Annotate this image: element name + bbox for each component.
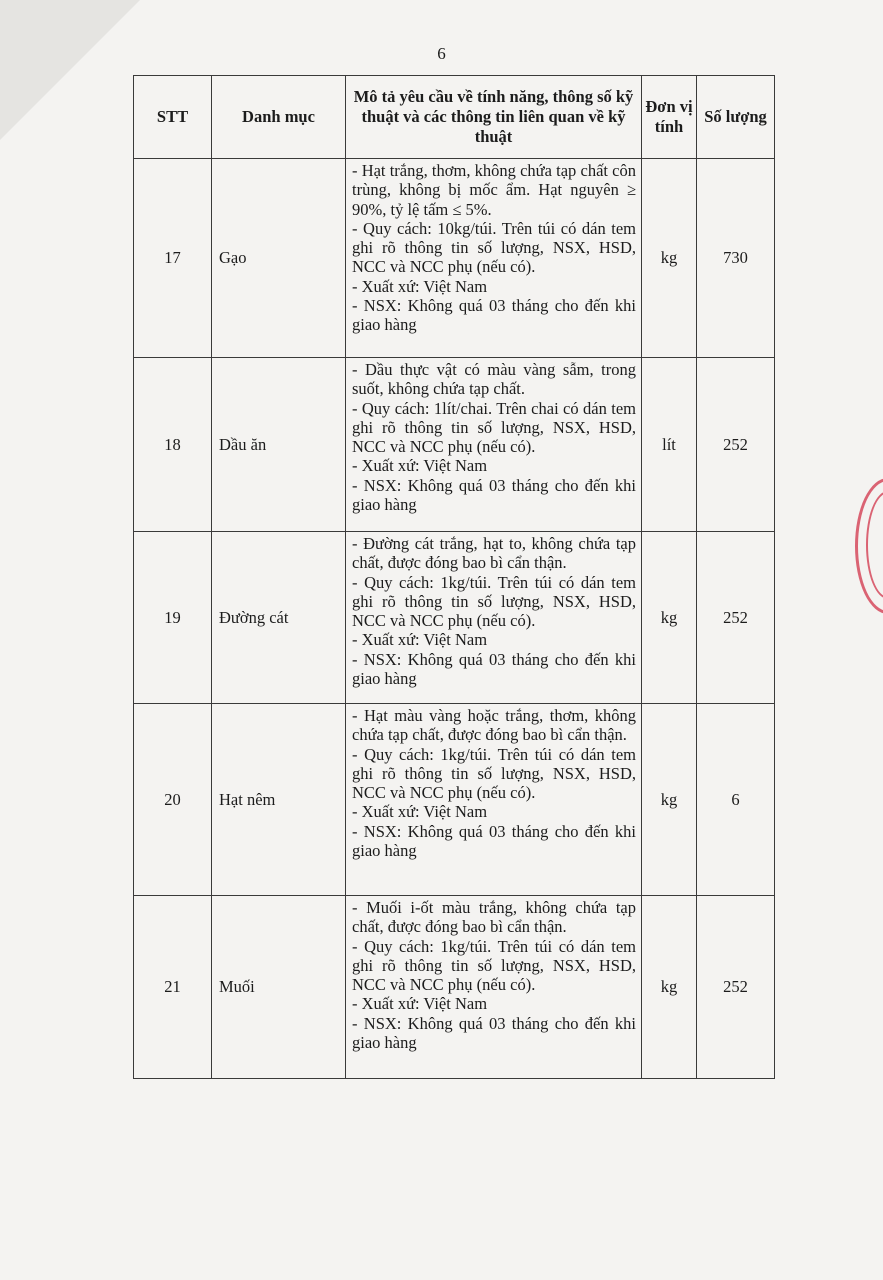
row-quantity: 252: [697, 532, 775, 704]
row-item-name: Đường cát: [212, 532, 346, 704]
row-item-name: Muối: [212, 896, 346, 1079]
row-stt: 17: [134, 159, 212, 358]
description-line: - Xuất xứ: Việt Nam: [352, 630, 488, 650]
description-line: - Quy cách: 1kg/túi. Trên túi có dán tem ghi rõ thông tin số lượng, NSX, HSD, NCC và NCC phụ (nếu có).: [352, 572, 636, 631]
row-item-name: Dầu ăn: [212, 358, 346, 532]
row-stt: 18: [134, 358, 212, 532]
row-unit: kg: [642, 532, 697, 704]
row-description: [346, 358, 642, 532]
description-line: - Quy cách: 1kg/túi. Trên túi có dán tem ghi rõ thông tin số lượng, NSX, HSD, NCC và NCC phụ (nếu có).: [352, 936, 636, 995]
row-unit: kg: [642, 704, 697, 896]
description-line: - Xuất xứ: Việt Nam: [352, 276, 488, 296]
table-row: [134, 704, 775, 896]
row-stt: 20: [134, 704, 212, 896]
description-line: - NSX: Không quá 03 tháng cho đến khi giao hàng: [352, 296, 636, 335]
page-edge-shadow: [0, 0, 140, 140]
description-line: - Muối i-ốt màu trắng, không chứa tạp chất, được đóng bao bì cẩn thận.: [352, 898, 636, 937]
row-description: [346, 704, 642, 896]
description-line: - NSX: Không quá 03 tháng cho đến khi giao hàng: [352, 649, 636, 689]
header-stt: STT: [134, 76, 212, 159]
description-line: - Xuất xứ: Việt Nam: [352, 994, 488, 1014]
row-stt: 19: [134, 532, 212, 704]
description-line: - NSX: Không quá 03 tháng cho đến khi giao hàng: [352, 1013, 636, 1053]
row-description: [346, 532, 642, 704]
row-quantity: 252: [697, 358, 775, 532]
description-line: - NSX: Không quá 03 tháng cho đến khi giao hàng: [352, 821, 636, 861]
row-unit: lít: [642, 358, 697, 532]
row-description: [346, 896, 642, 1079]
row-quantity: 252: [697, 896, 775, 1079]
description-line: - Dầu thực vật có màu vàng sẫm, trong suốt, không chứa tạp chất.: [352, 360, 636, 399]
table-row: [134, 532, 775, 704]
header-description: Mô tả yêu cầu về tính năng, thông số kỹ thuật và các thông tin liên quan về kỹ thuật: [346, 76, 642, 159]
description-line: - NSX: Không quá 03 tháng cho đến khi giao hàng: [352, 475, 636, 515]
table-row: [134, 159, 775, 358]
description-line: - Xuất xứ: Việt Nam: [352, 802, 488, 822]
description-line: - Quy cách: 1lít/chai. Trên chai có dán tem ghi rõ thông tin số lượng, NSX, HSD, NCC và NCC phụ (nếu có).: [352, 398, 636, 457]
row-stt: 21: [134, 896, 212, 1079]
header-name: Danh mục: [212, 76, 346, 159]
header-unit: Đơn vị tính: [642, 76, 697, 159]
row-quantity: 6: [697, 704, 775, 896]
red-stamp-fragment: [855, 478, 883, 614]
row-item-name: Gạo: [212, 159, 346, 358]
specification-table: [133, 75, 775, 1079]
description-line: - Hạt màu vàng hoặc trắng, thơm, không chứa tạp chất, được đóng bao bì cẩn thận.: [352, 706, 636, 745]
description-line: - Quy cách: 10kg/túi. Trên túi có dán tem ghi rõ thông tin số lượng, NSX, HSD, NCC và NCC phụ (nếu có).: [352, 218, 636, 277]
row-unit: kg: [642, 159, 697, 358]
header-quantity: Số lượng: [697, 76, 775, 159]
description-line: - Đường cát trắng, hạt to, không chứa tạp chất, được đóng bao bì cẩn thận.: [352, 534, 636, 573]
row-quantity: 730: [697, 159, 775, 358]
row-item-name: Hạt nêm: [212, 704, 346, 896]
description-line: - Xuất xứ: Việt Nam: [352, 456, 488, 476]
page-number: 6: [437, 44, 446, 63]
row-description: [346, 159, 642, 358]
description-line: - Hạt trắng, thơm, không chứa tạp chất côn trùng, không bị mốc ẩm. Hạt nguyên ≥ 90%, tỷ lệ tấm ≤ 5%.: [352, 161, 636, 219]
row-unit: kg: [642, 896, 697, 1079]
table-row: [134, 896, 775, 1079]
table-row: [134, 358, 775, 532]
table-header-row: [134, 76, 775, 159]
description-line: - Quy cách: 1kg/túi. Trên túi có dán tem ghi rõ thông tin số lượng, NSX, HSD, NCC và NCC phụ (nếu có).: [352, 744, 636, 803]
